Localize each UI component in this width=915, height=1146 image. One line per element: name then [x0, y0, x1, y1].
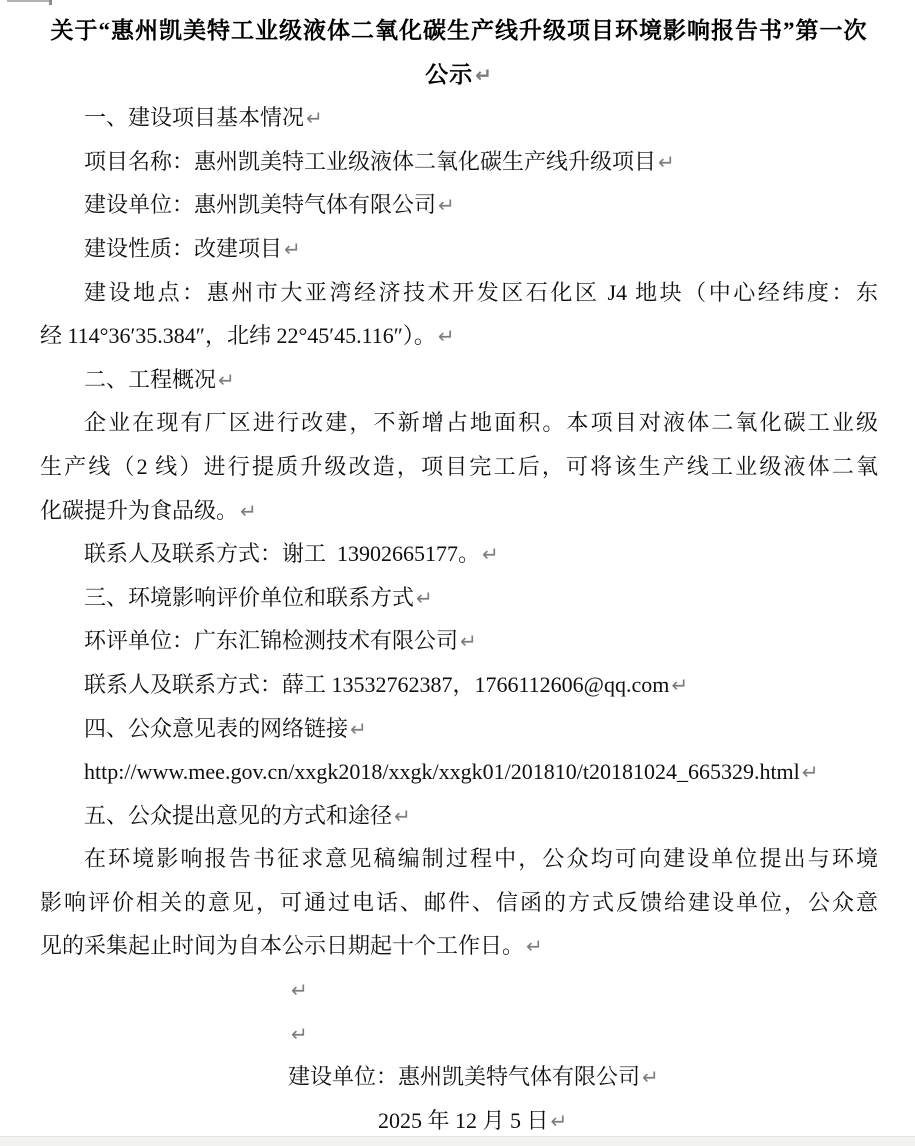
document-body — [40, 9, 878, 1142]
text-run: 建设地点：惠州市大亚湾经济技术开发区石化区 J4 地块（中心经纬度：东 — [84, 279, 878, 305]
text-line — [40, 489, 878, 533]
closing-signature — [40, 1055, 878, 1099]
text-run: 2025 年 12 月 5 日 — [378, 1107, 549, 1133]
text-line — [40, 924, 878, 968]
contact-builder — [40, 532, 878, 576]
document-page — [40, 9, 878, 1142]
text-run: 企业在现有厂区进行改建，不新增占地面积。本项目对液体二氧化碳工业级 — [84, 410, 878, 436]
text-line — [40, 140, 878, 184]
construction-nature — [40, 227, 878, 271]
text-run: 化碳提升为食品级。 — [40, 497, 239, 523]
paragraph-mark-icon: ↵ — [284, 236, 301, 261]
text-line — [40, 1012, 878, 1056]
comment-methods — [40, 837, 878, 968]
empty-paragraph — [40, 1012, 878, 1056]
text-line — [40, 227, 878, 271]
section-3-heading — [40, 576, 878, 620]
text-run: 经 114°36′35.384″，北纬 22°45′45.116″）。 — [40, 323, 436, 349]
text-run: 三、环境影响评价单位和联系方式 — [84, 584, 415, 610]
text-run: 一、建设项目基本情况 — [84, 105, 305, 131]
text-run: 建设性质：改建项目 — [84, 235, 283, 261]
text-line — [40, 401, 878, 445]
paragraph-mark-icon: ↵ — [658, 149, 675, 174]
text-line — [40, 96, 878, 140]
paragraph-mark-icon: ↵ — [218, 367, 235, 392]
text-line — [40, 619, 878, 663]
text-run: 联系人及联系方式：薛工 13532762387，1766112606@qq.com — [84, 671, 670, 697]
text-line — [40, 968, 878, 1012]
text-run: 联系人及联系方式：谢工 13902665177。 — [84, 541, 481, 567]
paragraph-mark-icon: ↵ — [526, 934, 543, 959]
text-line — [40, 358, 878, 402]
construction-location — [40, 271, 878, 358]
section-1-heading — [40, 96, 878, 140]
text-run: 项目名称：惠州凯美特工业级液体二氧化碳生产线升级项目 — [84, 148, 657, 174]
contact-eia — [40, 663, 878, 707]
section-5-heading — [40, 794, 878, 838]
paragraph-mark-icon: ↵ — [437, 324, 455, 349]
cropped-window-fragment-tick — [49, 0, 52, 5]
doc-title — [40, 9, 878, 96]
text-run: 五、公众提出意见的方式和途径 — [84, 802, 393, 828]
text-line — [40, 1055, 878, 1099]
text-line — [40, 9, 878, 53]
paragraph-mark-icon: ↵ — [306, 106, 323, 131]
empty-paragraph — [40, 968, 878, 1012]
text-line — [40, 271, 878, 315]
eia-unit — [40, 619, 878, 663]
construction-unit — [40, 183, 878, 227]
paragraph-mark-icon: ↵ — [350, 716, 367, 741]
text-line — [40, 576, 878, 620]
text-run: 建设单位：惠州凯美特气体有限公司 — [84, 192, 437, 218]
text-line — [40, 183, 878, 227]
paragraph-mark-icon: ↵ — [291, 1021, 308, 1046]
text-run: 环评单位：广东汇锦检测技术有限公司 — [84, 628, 459, 654]
text-run: 关于“惠州凯美特工业级液体二氧化碳生产线升级项目环境影响报告书”第一次 — [50, 18, 868, 43]
text-line — [40, 314, 878, 358]
text-run: 四、公众意见表的网络链接 — [84, 715, 349, 741]
paragraph-mark-icon: ↵ — [240, 498, 257, 523]
text-line — [40, 750, 878, 794]
text-line — [40, 663, 878, 707]
paragraph-mark-icon: ↵ — [416, 585, 433, 610]
public-comment-url — [40, 750, 878, 794]
paragraph-mark-icon: ↵ — [460, 629, 477, 654]
paragraph-mark-icon: ↵ — [475, 62, 493, 87]
paragraph-mark-icon: ↵ — [438, 193, 455, 218]
paragraph-mark-icon: ↵ — [482, 542, 499, 567]
page-bottom-bar — [0, 1136, 915, 1146]
text-run: 建设单位：惠州凯美特气体有限公司 — [288, 1064, 641, 1090]
text-line — [40, 707, 878, 751]
text-line — [40, 532, 878, 576]
text-line — [40, 794, 878, 838]
text-run: 影响评价相关的意见，可通过电话、邮件、信函的方式反馈给建设单位，公众意 — [40, 889, 878, 915]
paragraph-mark-icon: ↵ — [394, 803, 411, 828]
section-4-heading — [40, 707, 878, 751]
paragraph-mark-icon: ↵ — [291, 978, 308, 1003]
project-overview — [40, 401, 878, 532]
cropped-window-fragment-line — [7, 0, 50, 2]
paragraph-mark-icon: ↵ — [671, 672, 689, 697]
paragraph-mark-icon: ↵ — [642, 1065, 659, 1090]
text-run: http://www.mee.gov.cn/xxgk2018/xxgk/xxgk01/201810/t20181024_665329.html — [84, 759, 800, 785]
text-run: 在环境影响报告书征求意见稿编制过程中，公众均可向建设单位提出与环境 — [84, 846, 878, 872]
paragraph-mark-icon: ↵ — [801, 760, 819, 785]
paragraph-mark-icon: ↵ — [550, 1108, 568, 1133]
text-line — [40, 837, 878, 881]
text-run: 公示 — [425, 61, 474, 87]
text-run: 二、工程概况 — [84, 366, 217, 392]
section-2-heading — [40, 358, 878, 402]
text-run: 见的采集起止时间为自本公示日期起十个工作日。 — [40, 933, 525, 959]
text-line — [40, 881, 878, 925]
text-line — [40, 53, 878, 97]
text-line — [40, 445, 878, 489]
text-run: 生产线（2 线）进行提质升级改造，项目完工后，可将该生产线工业级液体二氧 — [40, 453, 878, 479]
project-name — [40, 140, 878, 184]
